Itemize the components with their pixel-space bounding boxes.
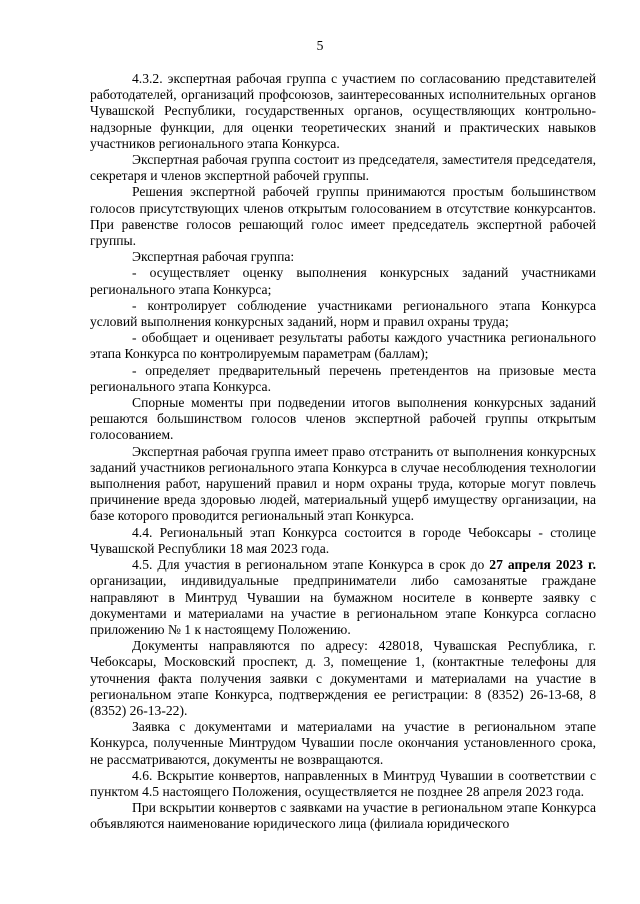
paragraph-4-4: 4.4. Региональный этап Конкурса состоится в городе Чебоксары - столице Чувашской Республики 18 мая 2023 года. — [90, 524, 596, 556]
paragraph-4-3-2: 4.3.2. экспертная рабочая группа с участием по согласованию представителей работодателей, организаций профсоюзов, заинтересованных исполнительных органов Чувашской Республики, государственных органов, осуществляющих контрольно-надзорные функции, для оценки теоретических знаний и практических навыков участников регионального этапа Конкурса. — [90, 71, 596, 151]
paragraph-4-5-start: 4.5. Для участия в региональном этапе Конкурса в срок до — [132, 557, 490, 573]
paragraph-opening-envelopes: При вскрытии конвертов с заявками на участие в региональном этапе Конкурса объявляются наименование юридического лица (филиала юридического — [90, 800, 596, 832]
deadline-date: 27 апреля 2023 г. — [489, 557, 596, 573]
page-number: 5 — [316, 38, 324, 53]
paragraph-group-composition: Экспертная рабочая группа состоит из председателя, заместителя председателя, секретаря и членов экспертной рабочей группы. — [90, 152, 596, 184]
document-body — [90, 71, 596, 833]
paragraph-removal-right: Экспертная рабочая группа имеет право отстранить от выполнения конкурсных заданий участников регионального этапа Конкурса в случае несоблюдения технологии выполнения работ, нарушений правил и норм охраны труда, которые могут повлечь причинение вреда здоровью людей, материальный ущерб имуществу организации, на базе которого проводится региональный этап Конкурса. — [90, 443, 596, 524]
paragraph-disputes: Спорные моменты при подведении итогов выполнения конкурсных заданий решаются большинством голосов членов экспертной рабочей группы открытым голосованием. — [90, 395, 596, 443]
paragraph-4-5 — [90, 557, 596, 638]
paragraph-late-applications: Заявка с документами и материалами на участие в региональном этапе Конкурса, полученные Минтрудом Чувашии после окончания установленного срока, не рассматриваются, документы не возвращаются. — [90, 719, 596, 767]
list-item-control: - контролирует соблюдение участниками регионального этапа Конкурса условий выполнения конкурсных заданий, норм и правил охраны труда; — [90, 297, 596, 330]
list-item-evaluation: - обобщает и оценивает результаты работы каждого участника регионального этапа Конкурса по контролируемым параметрам (баллам); — [90, 330, 596, 362]
paragraph-4-5-rest: организации, индивидуальные предприниматели либо самозанятые граждане направляют в Минтруд Чувашии на бумажном носителе в конверте заявку с документами и материалами на участие в региональном этапе Конкурса согласно приложению № 1 к настоящему Положению. — [90, 573, 596, 637]
list-item-assessment: - осуществляет оценку выполнения конкурсных заданий участниками регионального этапа Конкурса; — [90, 265, 596, 297]
paragraph-4-6: 4.6. Вскрытие конвертов, направленных в Минтруд Чувашии в соответствии с пунктом 4.5 настоящего Положения, осуществляется не позднее 28 апреля 2023 года. — [90, 767, 596, 799]
paragraph-group-duties-intro: Экспертная рабочая группа: — [132, 249, 295, 265]
list-item-shortlist: - определяет предварительный перечень претендентов на призовые места регионального этапа Конкурса. — [90, 362, 596, 394]
paragraph-address: Документы направляются по адресу: 428018, Чувашская Республика, г. Чебоксары, Московский проспект, д. 3, помещение 1, (контактные телефоны для уточнения факта получения заявки с документами и материалами на участие в региональном этапе Конкурса, подтверждения ее регистрации: 8 (8352) 26-13-68, 8 (8352) 26-13-22). — [90, 638, 596, 718]
paragraph-group-decisions: Решения экспертной рабочей группы принимаются простым большинством голосов присутствующих членов открытым голосованием в отсутствие конкурсантов. При равенстве голосов решающий голос имеет председатель экспертной рабочей группы. — [90, 184, 596, 249]
